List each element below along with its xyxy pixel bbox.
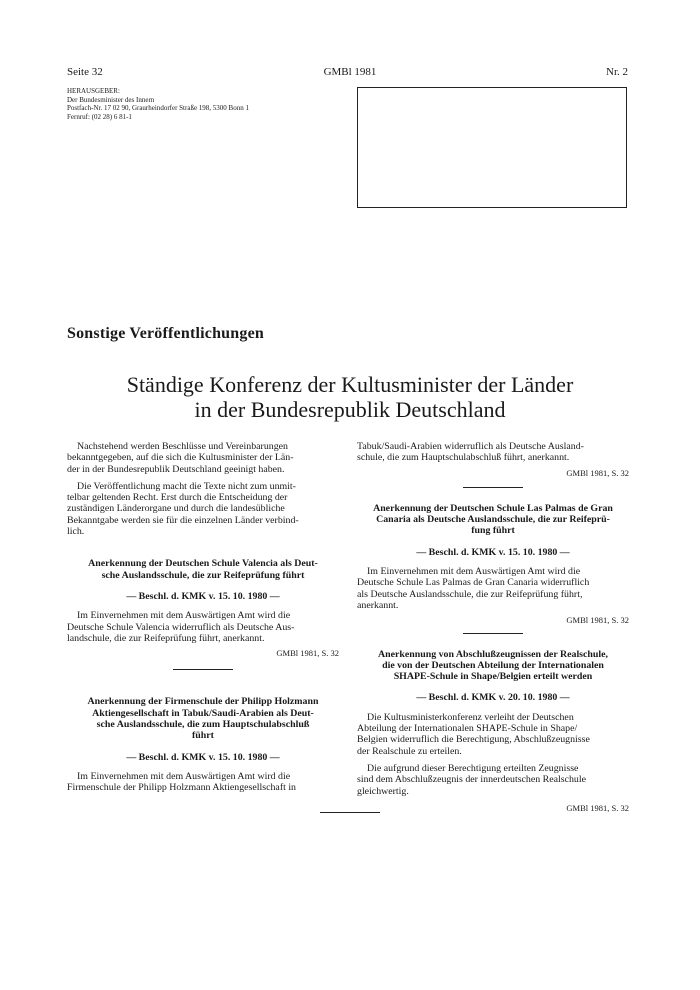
separator-rule	[320, 812, 380, 813]
text-line: Bekanntgabe werden sie für die einzelnen Länder verbind-	[67, 514, 299, 526]
heading-line: sche Auslandsschule, die zur Reifeprüfung führt	[101, 569, 305, 581]
heading-line: führt	[192, 730, 214, 742]
publisher-label: HERAUSGEBER:	[67, 87, 120, 95]
heading-line: Anerkennung der Deutschen Schule Valencia als Deut-	[88, 558, 318, 570]
text-line: Firmenschule der Philipp Holzmann Aktiengesellschaft in	[67, 782, 296, 794]
text-line: Die aufgrund dieser Berechtigung erteilten Zeugnisse	[367, 762, 579, 774]
heading-line: sche Auslandsschule, die zum Hauptschulabschluß	[96, 719, 310, 731]
article-heading	[357, 503, 629, 537]
text-line: Deutsche Schule Valencia widerruflich als Deutsche Aus-	[67, 621, 295, 633]
text-line: Die Veröffentlichung macht die Texte nicht zum unmit-	[77, 480, 296, 492]
left-column	[67, 441, 339, 800]
article-body	[357, 712, 629, 757]
article-heading	[357, 649, 629, 683]
text-line: telbar geltenden Recht. Erst durch die Entscheidung der	[67, 492, 288, 504]
intro-paragraph	[67, 441, 339, 475]
heading-line: fung führt	[471, 525, 515, 537]
text-line: Im Einvernehmen mit dem Auswärtigen Amt wird die	[367, 566, 581, 578]
publisher-phone: Fernruf: (02 28) 6 81-1	[67, 112, 132, 121]
address-box	[357, 87, 627, 208]
text-line: zuständigen Länderorgane und durch die landesübliche	[67, 503, 285, 515]
issue-number: Nr. 2	[606, 66, 628, 78]
article-heading	[67, 558, 339, 581]
text-line: landschule, die zur Reifeprüfung führt, anerkannt.	[67, 632, 265, 644]
publisher-address: Postfach-Nr. 17 02 90, Graurheindorfer Straße 198, 5300 Bonn 1	[67, 104, 249, 113]
page-number: Seite 32	[67, 66, 103, 78]
heading-line: Anerkennung der Firmenschule der Philipp Holzmann	[87, 696, 319, 708]
publisher-name: Der Bundesminister des Innern	[67, 95, 155, 104]
text-line: anerkannt.	[357, 599, 399, 611]
text-line: Im Einvernehmen mit dem Auswärtigen Amt wird die	[77, 770, 291, 782]
article-body	[357, 566, 629, 611]
text-line: sind dem Abschlußzeugnis der innerdeutschen Realschule	[357, 774, 586, 786]
intro-paragraph	[67, 481, 339, 537]
text-line: Im Einvernehmen mit dem Auswärtigen Amt wird die	[77, 610, 291, 622]
article-body	[357, 441, 629, 464]
citation: GMBl 1981, S. 32	[276, 648, 339, 659]
article-body	[67, 771, 339, 794]
text-line: schule, die zum Hauptschulabschluß führt, anerkannt.	[357, 452, 570, 464]
text-line: der Realschule zu erteilen.	[357, 745, 462, 757]
text-line: Deutsche Schule Las Palmas de Gran Canaria widerruflich	[357, 577, 590, 589]
text-line: Abteilung der Internationalen SHAPE-Schule in Shape/	[357, 723, 578, 735]
main-title-line: Ständige Konferenz der Kultusminister der Länder	[126, 372, 574, 397]
article-body	[357, 763, 629, 797]
main-title-line: in der Bundesrepublik Deutschland	[194, 397, 506, 422]
journal-name: GMBl 1981	[323, 66, 377, 78]
section-title: Sonstige Veröffentlichungen	[67, 325, 264, 342]
resolution-date: — Beschl. d. KMK v. 15. 10. 1980 —	[416, 546, 570, 558]
right-column	[357, 441, 629, 814]
citation: GMBl 1981, S. 32	[566, 467, 629, 478]
citation: GMBl 1981, S. 32	[566, 802, 629, 813]
resolution-date: — Beschl. d. KMK v. 15. 10. 1980 —	[126, 751, 280, 763]
resolution-date: — Beschl. d. KMK v. 15. 10. 1980 —	[126, 590, 280, 602]
resolution-date: — Beschl. d. KMK v. 20. 10. 1980 —	[416, 692, 570, 704]
text-line: lich.	[67, 526, 85, 538]
heading-line: Aktiengesellschaft in Tabuk/Saudi-Arabien als Deut-	[92, 707, 314, 719]
citation: GMBl 1981, S. 32	[566, 615, 629, 626]
heading-line: die von der Deutschen Abteilung der Internationalen	[382, 659, 604, 671]
heading-line: Canaria als Deutsche Auslandsschule, die zur Reifeprü-	[376, 514, 610, 526]
heading-line: Anerkennung der Deutschen Schule Las Palmas de Gran	[373, 502, 613, 514]
article-body	[67, 610, 339, 644]
publisher-block	[67, 87, 347, 121]
heading-line: SHAPE-Schule in Shape/Belgien erteilt werden	[393, 671, 593, 683]
text-line: gleichwertig.	[357, 785, 409, 797]
heading-line: Anerkennung von Abschlußzeugnissen der Realschule,	[377, 648, 608, 660]
article-heading	[67, 696, 339, 741]
text-line: Tabuk/Saudi-Arabien widerruflich als Deutsche Ausland-	[357, 441, 584, 452]
text-line: Belgien widerruflich die Berechtigung, Abschlußzeugnisse	[357, 734, 590, 746]
text-line: Die Kultusministerkonferenz verleiht der Deutschen	[367, 711, 574, 723]
text-line: der in der Bundesrepublik Deutschland geeinigt haben.	[67, 463, 285, 475]
text-line: Nachstehend werden Beschlüsse und Vereinbarungen	[77, 441, 288, 452]
text-line: bekanntgegeben, auf die sich die Kultusminister der Län-	[67, 452, 294, 464]
main-title	[67, 372, 633, 422]
text-line: als Deutsche Auslandsschule, die zur Reifeprüfung führt,	[357, 588, 583, 600]
